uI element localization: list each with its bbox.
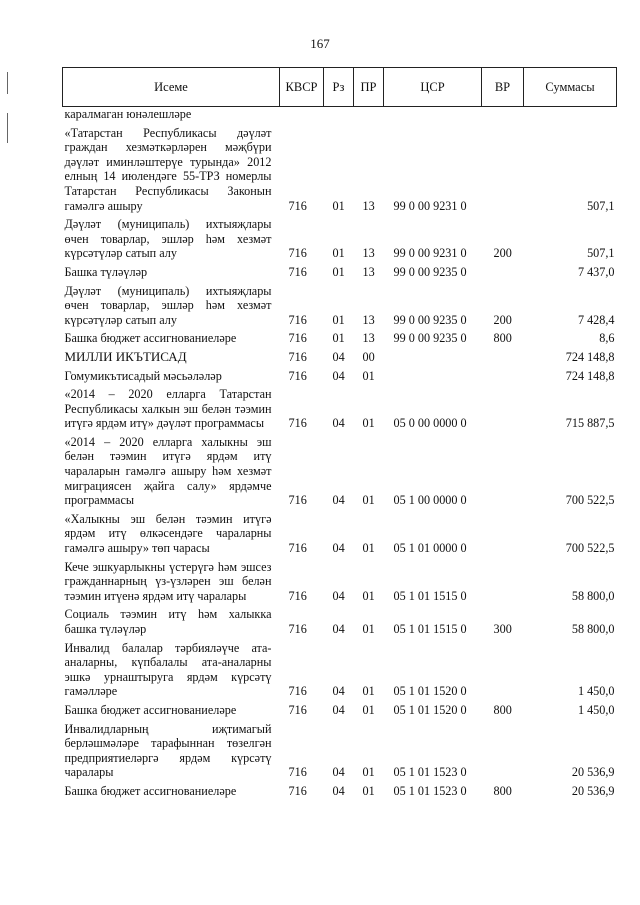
- cell-kvsr: 716: [288, 246, 307, 261]
- header-kvsr: КВСР: [280, 68, 324, 107]
- table-row: [63, 718, 617, 780]
- cell-name: Башка бюджет ассигнованиеләре: [64, 331, 237, 346]
- cell-csr: 99 0 00 9235 0: [393, 312, 467, 327]
- cell-kvsr: 716: [288, 702, 307, 717]
- table-body: [63, 107, 617, 799]
- cell-kvsr: 716: [288, 588, 307, 603]
- cell-rz: 04: [332, 783, 345, 798]
- cell-rz: 04: [332, 416, 345, 431]
- cell-pr: 01: [362, 493, 375, 508]
- cell-sum: 20 536,9: [571, 765, 615, 780]
- cell-sum: 58 800,0: [571, 622, 615, 636]
- cell-pr: 01: [362, 588, 375, 603]
- cell-pr: [354, 107, 384, 122]
- table-row: [63, 122, 617, 214]
- cell-csr: 05 1 01 1523 0: [393, 783, 467, 798]
- cell-sum: 700 522,5: [565, 541, 615, 556]
- cell-sum: 7 428,4: [577, 312, 615, 327]
- cell-rz: [324, 107, 354, 122]
- header-rz: Рз: [324, 68, 354, 107]
- cell-vr: 300: [493, 622, 512, 636]
- cell-rz: 01: [332, 198, 345, 213]
- cell-csr: 99 0 00 9231 0: [393, 246, 467, 261]
- table-row: [63, 261, 617, 280]
- cell-vr: [482, 718, 524, 780]
- cell-name: Башка бюджет ассигнованиеләре: [64, 783, 237, 798]
- table-row: [63, 365, 617, 384]
- cell-csr: 05 1 01 1515 0: [393, 622, 467, 636]
- cell-kvsr: 716: [288, 312, 307, 327]
- cell-sum: 724 148,8: [565, 349, 615, 364]
- cell-name: Дәүләт (муниципаль) ихтыяҗлары өчен товарлар, эшләр һәм хезмәт күрсәтүләр сатып алу: [64, 283, 272, 327]
- cell-sum: 700 522,5: [565, 493, 615, 508]
- cell-kvsr: 716: [288, 368, 307, 383]
- cell-name: Гомумикътисадый мәсьәләләр: [64, 368, 222, 383]
- cell-vr: [482, 383, 524, 431]
- table-row: [63, 107, 617, 122]
- cell-rz: 04: [332, 541, 345, 556]
- table-row: [63, 699, 617, 718]
- cell-pr: 01: [362, 368, 375, 383]
- cell-kvsr: [280, 107, 324, 122]
- cell-csr: 99 0 00 9235 0: [393, 331, 467, 346]
- cell-rz: 04: [332, 588, 345, 603]
- cell-pr: 13: [362, 198, 375, 213]
- cell-csr: 05 1 01 1523 0: [393, 765, 467, 780]
- cell-rz: 01: [332, 264, 345, 279]
- cell-kvsr: 716: [288, 541, 307, 556]
- cell-sum: 8,6: [599, 331, 615, 346]
- cell-pr: 13: [362, 312, 375, 327]
- table-row: [63, 431, 617, 508]
- page-number: 167: [310, 36, 330, 51]
- table-row: [63, 508, 617, 556]
- cell-pr: 01: [362, 622, 375, 636]
- cell-rz: 04: [332, 349, 345, 364]
- cell-csr: [384, 107, 482, 122]
- header-vr: ВР: [482, 68, 524, 107]
- header-csr: ЦСР: [384, 68, 482, 107]
- cell-vr: 800: [493, 783, 512, 798]
- cell-pr: 01: [362, 541, 375, 556]
- cell-kvsr: 716: [288, 264, 307, 279]
- budget-table: [62, 67, 617, 799]
- table-row: [63, 556, 617, 604]
- cell-pr: 00: [362, 349, 375, 364]
- table-row: [63, 780, 617, 799]
- cell-kvsr: 716: [288, 349, 307, 364]
- cell-name: Дәүләт (муниципаль) ихтыяҗлары өчен товарлар, эшләр һәм хезмәт күрсәтүләр сатып алу: [64, 217, 272, 261]
- cell-csr: [384, 365, 482, 384]
- cell-sum: 1 450,0: [577, 702, 615, 717]
- cell-rz: 04: [332, 765, 345, 780]
- cell-vr: [482, 365, 524, 384]
- table-row: [63, 280, 617, 328]
- cell-rz: 04: [332, 622, 345, 636]
- cell-name: «2014 – 2020 елларга халыкны эш белән тәэмин итүгә ярдәм итү чараларын гамәлгә ашыру һәм хезмәт миграциясен җайга салу» ярдәмче программасы: [64, 434, 272, 508]
- cell-csr: 05 0 00 0000 0: [393, 416, 467, 431]
- cell-kvsr: 716: [288, 416, 307, 431]
- cell-csr: 99 0 00 9231 0: [393, 198, 467, 213]
- cell-vr: 200: [493, 312, 512, 327]
- cell-sum: 507,1: [587, 198, 615, 213]
- cell-vr: [482, 508, 524, 556]
- table-header-row: [63, 68, 617, 107]
- cell-name: «Халыкны эш белән тәэмин итүгә ярдәм итү өлкәсендәге чараларны гамәлгә ашыру» төп чарасы: [64, 511, 272, 556]
- cell-name: Инвалид балалар тәрбияләүче ата-аналарны, күпбалалы ата-аналарны эшкә урнаштыруга ярдәм күрсәтү гамәлләре: [64, 640, 272, 699]
- cell-rz: 04: [332, 684, 345, 699]
- cell-csr: [384, 346, 482, 365]
- cell-sum: 20 536,9: [571, 783, 615, 798]
- cell-name: Кече эшкуарлыкны үстерүгә һәм эшсез гражданнарның үз-үзләрен эш белән тәэмин итүенә ярдәм итү чаралары: [64, 559, 272, 603]
- cell-kvsr: 716: [288, 331, 307, 346]
- cell-vr: 800: [493, 702, 512, 717]
- cell-name: Инвалидларның иҗтимагый берләшмәләре тарафыннан төзелгән предприятиеләргә ярдәм күрсәтү чаралары: [64, 721, 272, 780]
- cell-vr: [482, 122, 524, 214]
- margin-mark-top: [7, 72, 8, 94]
- cell-rz: 01: [332, 246, 345, 261]
- cell-pr: 13: [362, 246, 375, 261]
- cell-sum: 7 437,0: [577, 264, 615, 279]
- cell-name: Башка бюджет ассигнованиеләре: [64, 702, 237, 717]
- cell-csr: 05 1 01 1515 0: [393, 588, 467, 603]
- cell-kvsr: 716: [288, 783, 307, 798]
- table-row: [63, 383, 617, 431]
- cell-kvsr: 716: [288, 765, 307, 780]
- cell-name: Башка түләүләр: [64, 264, 148, 279]
- cell-kvsr: 716: [288, 198, 307, 213]
- cell-name: «Татарстан Республикасы дәүләт граждан хезмәткәрләрен мәҗбүри дәүләт иминләштерүе турында» 2012 елның 14 июлендәге 55-ТРЗ номерлы Татарстан Республикасы Законын гамәлгә ашыру: [64, 125, 272, 213]
- table-row: [63, 637, 617, 699]
- cell-kvsr: 716: [288, 493, 307, 508]
- cell-pr: 01: [362, 783, 375, 798]
- cell-csr: 05 1 00 0000 0: [393, 493, 467, 508]
- cell-vr: [482, 261, 524, 280]
- cell-csr: 99 0 00 9235 0: [393, 264, 467, 279]
- cell-pr: 13: [362, 331, 375, 346]
- cell-rz: 04: [332, 702, 345, 717]
- header-name: Исеме: [63, 68, 280, 107]
- cell-sum: 58 800,0: [571, 588, 615, 603]
- cell-rz: 01: [332, 312, 345, 327]
- cell-name: «2014 – 2020 елларга Татарстан Республикасы халкын эш белән тәэмин итүгә ярдәм итү» дәүләт программасы: [64, 387, 272, 431]
- cell-pr: 01: [362, 702, 375, 717]
- cell-kvsr: 716: [288, 622, 307, 636]
- cell-vr: [482, 556, 524, 604]
- cell-sum: 507,1: [587, 246, 615, 261]
- cell-name: МИЛЛИ ИКЪТИСАД: [64, 348, 187, 364]
- cell-vr: [482, 431, 524, 508]
- cell-sum: [524, 107, 617, 122]
- cell-rz: 01: [332, 331, 345, 346]
- cell-sum: 724 148,8: [565, 368, 615, 383]
- cell-pr: 01: [362, 765, 375, 780]
- cell-vr: 800: [493, 331, 512, 346]
- table-row: [63, 327, 617, 346]
- cell-csr: 05 1 01 1520 0: [393, 702, 467, 717]
- margin-mark-bottom: [7, 113, 8, 143]
- cell-pr: 01: [362, 416, 375, 431]
- table-row: [63, 346, 617, 365]
- table-row: [63, 213, 617, 261]
- cell-name: Социаль тәэмин итү һәм халыкка башка түләүләр: [64, 607, 272, 636]
- cell-kvsr: 716: [288, 684, 307, 699]
- cell-csr: 05 1 01 1520 0: [393, 684, 467, 699]
- cell-name: каралмаган юнәлешләре: [64, 107, 192, 121]
- cell-pr: 13: [362, 264, 375, 279]
- cell-csr: 05 1 01 0000 0: [393, 541, 467, 556]
- cell-sum: 715 887,5: [565, 416, 615, 431]
- cell-vr: [482, 107, 524, 122]
- table-row: [63, 603, 617, 636]
- header-pr: ПР: [354, 68, 384, 107]
- cell-rz: 04: [332, 493, 345, 508]
- header-sum: Суммасы: [524, 68, 617, 107]
- cell-rz: 04: [332, 368, 345, 383]
- cell-vr: 200: [493, 246, 512, 261]
- cell-pr: 01: [362, 684, 375, 699]
- cell-vr: [482, 346, 524, 365]
- cell-vr: [482, 637, 524, 699]
- cell-sum: 1 450,0: [577, 684, 615, 699]
